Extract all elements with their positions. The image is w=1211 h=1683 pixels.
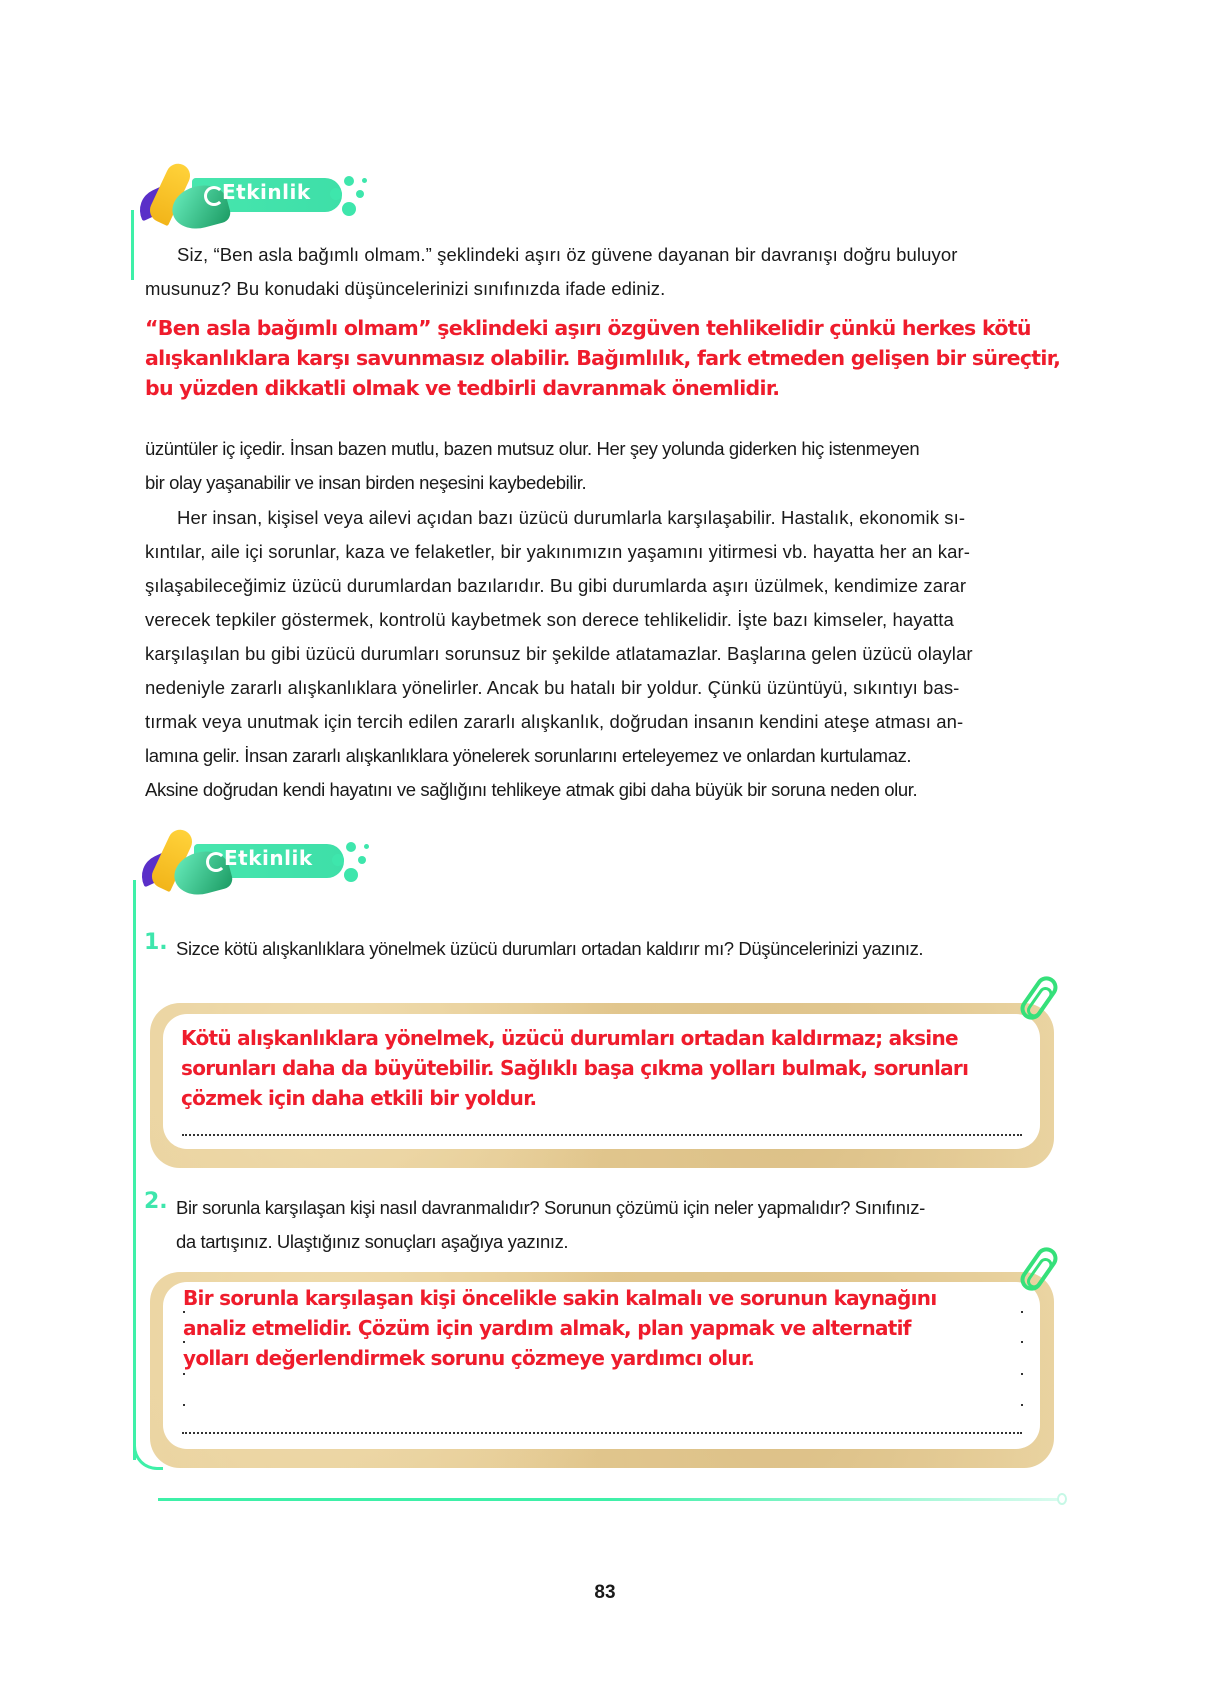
writing-line <box>182 1134 1022 1136</box>
answer-line: “Ben asla bağımlı olmam” şeklindeki aşırı özgüven tehlikelidir çünkü herkes kötü <box>145 316 1031 340</box>
body-paragraph-1 <box>145 432 1065 500</box>
answer-line: sorunları daha da büyütebilir. Sağlıklı başa çıkma yolları bulmak, sorunları <box>181 1056 969 1080</box>
writing-line <box>182 1432 1022 1434</box>
question-line: musunuz? Bu konudaki düşüncelerinizi sınıfınızda ifade ediniz. <box>145 278 666 299</box>
bubble-dot-icon <box>344 868 358 882</box>
answer-line: alışkanlıklara karşı savunmasız olabilir. Bağımlılık, fark etmeden gelişen bir süreçtir, <box>145 346 1061 370</box>
bubble-dot-icon <box>356 190 364 198</box>
q2-text <box>176 1191 1076 1259</box>
badge-label: Etkinlik <box>222 180 311 204</box>
frame-end-circle-icon <box>1057 1493 1067 1505</box>
body-line: nedeniyle zararlı alışkanlıklara yönelirler. Ancak bu hatalı bir yoldur. Çünkü üzüntüyü, sıkıntıyı bas- <box>145 677 960 698</box>
question-number-1: 1. <box>144 930 168 955</box>
line-dot <box>1021 1404 1023 1406</box>
bubble-dot-icon <box>342 202 356 216</box>
activity-frame-line <box>131 210 134 280</box>
bubble-dot-icon <box>344 176 354 186</box>
q1-text: Sizce kötü alışkanlıklara yönelmek üzücü durumları ortadan kaldırır mı? Düşüncelerinizi yazınız. <box>176 938 924 959</box>
body-paragraph-2 <box>145 501 1065 807</box>
line-dot <box>1021 1373 1023 1375</box>
paperclip-icon <box>1016 972 1062 1024</box>
question-line: Bir sorunla karşılaşan kişi nasıl davranmalıdır? Sorunun çözümü için neler yapmalıdır? Sınıfınız- <box>176 1197 925 1218</box>
body-line: kıntılar, aile içi sorunlar, kaza ve felaketler, bir yakınımızın yaşamını yitirmesi vb. hayatta her an kar- <box>145 541 971 562</box>
activity-frame-bottom-line <box>158 1498 1058 1501</box>
question-number-2: 2. <box>144 1189 168 1214</box>
badge-label: Etkinlik <box>224 846 313 870</box>
answer-line: yolları değerlendirmek sorunu çözmeye yardımcı olur. <box>183 1346 755 1370</box>
bubble-dot-icon <box>332 854 344 866</box>
answer-line: Kötü alışkanlıklara yönelmek, üzücü durumları ortadan kaldırmaz; aksine <box>181 1026 958 1050</box>
activity1-question <box>145 238 1065 306</box>
line-dot <box>183 1311 185 1313</box>
body-line: bir olay yaşanabilir ve insan birden neşesini kaybedebilir. <box>145 472 587 493</box>
activity1-answer <box>145 313 1095 403</box>
swirl-icon <box>204 186 224 206</box>
line-dot <box>183 1341 185 1343</box>
answer-line: Bir sorunla karşılaşan kişi öncelikle sakin kalmalı ve sorunun kaynağını <box>183 1286 937 1310</box>
etkinlik-badge-1 <box>130 168 370 208</box>
q2-answer <box>183 1283 1043 1373</box>
body-line: şılaşabileceğimiz üzücü durumlardan bazılarıdır. Bu gibi durumlarda aşırı üzülmek, kendimize zarar <box>145 575 967 596</box>
bubble-dot-icon <box>346 842 356 852</box>
body-line: lamına gelir. İnsan zararlı alışkanlıklara yönelerek sorunlarını erteleyemez ve onlardan kurtulamaz. <box>145 745 912 766</box>
body-line: üzüntüler iç içedir. İnsan bazen mutlu, bazen mutsuz olur. Her şey yolunda giderken hiç istenmeyen <box>145 438 920 459</box>
body-line: Her insan, kişisel veya ailevi açıdan bazı üzücü durumlarla karşılaşabilir. Hastalık, ekonomik sı- <box>177 507 966 528</box>
line-dot <box>1021 1341 1023 1343</box>
body-line: tırmak veya unutmak için tercih edilen zararlı alışkanlık, doğrudan insanın kendini ateşe atması an- <box>145 711 964 732</box>
page-number: 83 <box>594 1582 616 1603</box>
etkinlik-badge-2 <box>132 834 372 874</box>
answer-line: çözmek için daha etkili bir yoldur. <box>181 1086 537 1110</box>
answer-line: analiz etmelidir. Çözüm için yardım almak, plan yapmak ve alternatif <box>183 1316 911 1340</box>
activity-frame-line <box>133 880 136 1460</box>
body-line: verecek tepkiler göstermek, kontrolü kaybetmek son derece tehlikelidir. İşte bazı kimseler, hayatta <box>145 609 954 630</box>
swirl-icon <box>206 852 226 872</box>
answer-line: bu yüzden dikkatli olmak ve tedbirli davranmak önemlidir. <box>145 376 780 400</box>
body-line: karşılaşılan bu gibi üzücü durumları sorunsuz bir şekilde atlatamazlar. Başlarına gelen üzücü olaylar <box>145 643 973 664</box>
question-line: Siz, “Ben asla bağımlı olmam.” şeklindeki aşırı öz güvene dayanan bir davranışı doğru buluyor <box>177 244 958 265</box>
bubble-dot-icon <box>358 856 366 864</box>
question-line: da tartışınız. Ulaştığınız sonuçları aşağıya yazınız. <box>176 1231 569 1252</box>
line-dot <box>183 1404 185 1406</box>
line-dot <box>1021 1311 1023 1313</box>
bubble-dot-icon <box>364 844 369 849</box>
line-dot <box>183 1373 185 1375</box>
bubble-dot-icon <box>330 188 342 200</box>
body-line: Aksine doğrudan kendi hayatını ve sağlığını tehlikeye atmak gibi daha büyük bir soruna neden olur. <box>145 779 918 800</box>
q1-answer <box>181 1023 1041 1113</box>
bubble-dot-icon <box>362 178 367 183</box>
